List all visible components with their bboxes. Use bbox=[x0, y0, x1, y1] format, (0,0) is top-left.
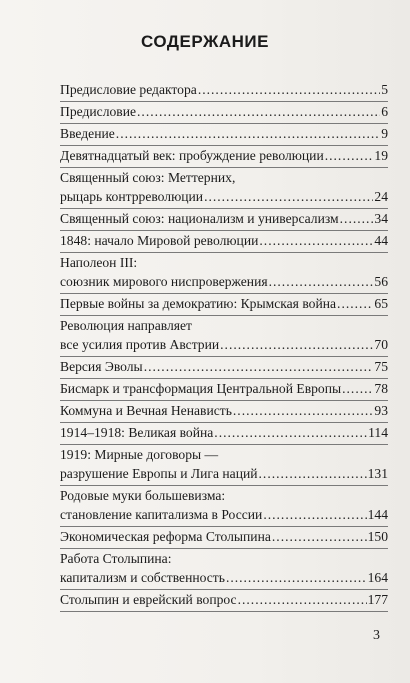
toc-entry-last-line bbox=[60, 294, 388, 313]
toc-leader-dots bbox=[342, 379, 373, 398]
toc-entry-last-line bbox=[60, 423, 388, 442]
toc-entry-title: Бисмарк и трансформация Центральной Европы bbox=[60, 381, 342, 396]
toc-entry-last-line bbox=[60, 527, 388, 546]
toc-page-number: 44 bbox=[374, 233, 388, 248]
toc-entry-last-line bbox=[60, 124, 388, 143]
toc-entry-title: Экономическая реформа Столыпина bbox=[60, 529, 271, 544]
toc-entry-title: Революция направляет bbox=[60, 318, 192, 333]
toc-leader-dots bbox=[269, 272, 374, 291]
toc-leader-dots bbox=[204, 187, 373, 206]
toc-entry-title-continued: становление капитализма в России bbox=[60, 507, 263, 522]
toc-entry-title-continued: разрушение Европы и Лига наций bbox=[60, 466, 258, 481]
toc-page-number: 65 bbox=[374, 296, 388, 311]
toc-entry-last-line bbox=[60, 401, 388, 420]
toc-entry-title-continued: все усилия против Австрии bbox=[60, 337, 220, 352]
toc-entry-title: Версия Эволы bbox=[60, 359, 143, 374]
toc-leader-dots bbox=[144, 357, 374, 376]
toc-entry-title: Наполеон III: bbox=[60, 255, 138, 270]
toc-leader-dots bbox=[325, 146, 374, 165]
toc-entry bbox=[60, 102, 388, 124]
toc-entry bbox=[60, 401, 388, 423]
toc-entry bbox=[60, 549, 388, 590]
toc-page-number: 78 bbox=[374, 381, 388, 396]
toc-entry-title: 1914–1918: Великая война bbox=[60, 425, 214, 440]
toc-leader-dots bbox=[233, 401, 374, 420]
toc-entry bbox=[60, 527, 388, 549]
toc-entry bbox=[60, 168, 388, 209]
toc-page-number: 131 bbox=[367, 466, 388, 481]
toc-entry-last-line bbox=[60, 505, 388, 524]
toc-entry-last-line bbox=[60, 102, 388, 121]
toc-entry-title: Предисловие редактора bbox=[60, 82, 197, 97]
toc-entry-title: Предисловие bbox=[60, 104, 137, 119]
toc-leader-dots bbox=[220, 335, 373, 354]
toc-entry-title: 1919: Мирные договоры — bbox=[60, 447, 219, 462]
toc-entry-title: Священный союз: национализм и универсализм bbox=[60, 211, 339, 226]
toc-entry bbox=[60, 253, 388, 294]
toc-leader-dots bbox=[198, 80, 380, 99]
toc-leader-dots bbox=[259, 464, 367, 483]
toc-entry-last-line bbox=[60, 187, 388, 206]
toc-entry-last-line bbox=[60, 231, 388, 250]
toc-entry-last-line bbox=[60, 568, 388, 587]
toc-entry-title: Девятнадцатый век: пробуждение революции bbox=[60, 148, 324, 163]
toc-leader-dots bbox=[226, 568, 367, 587]
toc-entry-title: 1848: начало Мировой революции bbox=[60, 233, 259, 248]
toc-entry-last-line bbox=[60, 464, 388, 483]
toc-page-number: 177 bbox=[367, 592, 388, 607]
toc-leader-dots bbox=[337, 294, 373, 313]
toc-entry-title-continued: рыцарь контрреволюции bbox=[60, 189, 204, 204]
toc-leader-dots bbox=[116, 124, 380, 143]
toc-entry-last-line bbox=[60, 379, 388, 398]
toc-page-number: 34 bbox=[374, 211, 388, 226]
toc-entry bbox=[60, 124, 388, 146]
toc-entry bbox=[60, 423, 388, 445]
toc-entry-last-line bbox=[60, 335, 388, 354]
toc-page-number: 75 bbox=[374, 359, 388, 374]
toc-page-number: 56 bbox=[374, 274, 388, 289]
toc-entry bbox=[60, 209, 388, 231]
toc-entry-last-line bbox=[60, 272, 388, 291]
toc-leader-dots bbox=[259, 231, 373, 250]
toc-entry bbox=[60, 146, 388, 168]
toc-entry-title: Первые войны за демократию: Крымская война bbox=[60, 296, 337, 311]
table-of-contents bbox=[60, 80, 388, 612]
toc-entry-last-line bbox=[60, 357, 388, 376]
toc-page-number: 24 bbox=[374, 189, 388, 204]
toc-entry-title: Введение bbox=[60, 126, 115, 141]
toc-page-number: 114 bbox=[368, 425, 388, 440]
toc-page-number: 144 bbox=[367, 507, 388, 522]
toc-entry bbox=[60, 445, 388, 486]
toc-page-number: 70 bbox=[374, 337, 388, 352]
toc-entry bbox=[60, 486, 388, 527]
toc-leader-dots bbox=[272, 527, 367, 546]
toc-entry-title-continued: союзник мирового ниспровержения bbox=[60, 274, 268, 289]
toc-entry bbox=[60, 379, 388, 401]
toc-entry-title-continued: капитализм и собственность bbox=[60, 570, 225, 585]
toc-page-number: 6 bbox=[381, 104, 388, 119]
toc-entry-last-line bbox=[60, 209, 388, 228]
toc-entry-title: Коммуна и Вечная Ненависть bbox=[60, 403, 232, 418]
toc-entry-last-line bbox=[60, 80, 388, 99]
page-number-folio: 3 bbox=[373, 628, 380, 643]
toc-leader-dots bbox=[263, 505, 366, 524]
toc-entry-title: Родовые муки большевизма: bbox=[60, 488, 226, 503]
toc-entry-title: Священный союз: Меттерних, bbox=[60, 170, 236, 185]
toc-entry-last-line bbox=[60, 590, 388, 609]
toc-entry-title: Работа Столыпина: bbox=[60, 551, 172, 566]
toc-entry bbox=[60, 590, 388, 612]
toc-entry bbox=[60, 294, 388, 316]
toc-leader-dots bbox=[238, 590, 367, 609]
page-title: СОДЕРЖАНИЕ bbox=[141, 32, 269, 51]
toc-page-number: 164 bbox=[367, 570, 388, 585]
toc-entry bbox=[60, 316, 388, 357]
toc-entry-title: Столыпин и еврейский вопрос bbox=[60, 592, 237, 607]
toc-page-number: 9 bbox=[381, 126, 388, 141]
toc-page-number: 19 bbox=[374, 148, 388, 163]
toc-page-number: 5 bbox=[381, 82, 388, 97]
toc-leader-dots bbox=[137, 102, 380, 121]
toc-leader-dots bbox=[214, 423, 367, 442]
toc-entry-last-line bbox=[60, 146, 388, 165]
toc-entry bbox=[60, 80, 388, 102]
toc-leader-dots bbox=[340, 209, 374, 228]
toc-page-number: 93 bbox=[374, 403, 388, 418]
toc-page-number: 150 bbox=[367, 529, 388, 544]
toc-entry bbox=[60, 231, 388, 253]
toc-entry bbox=[60, 357, 388, 379]
